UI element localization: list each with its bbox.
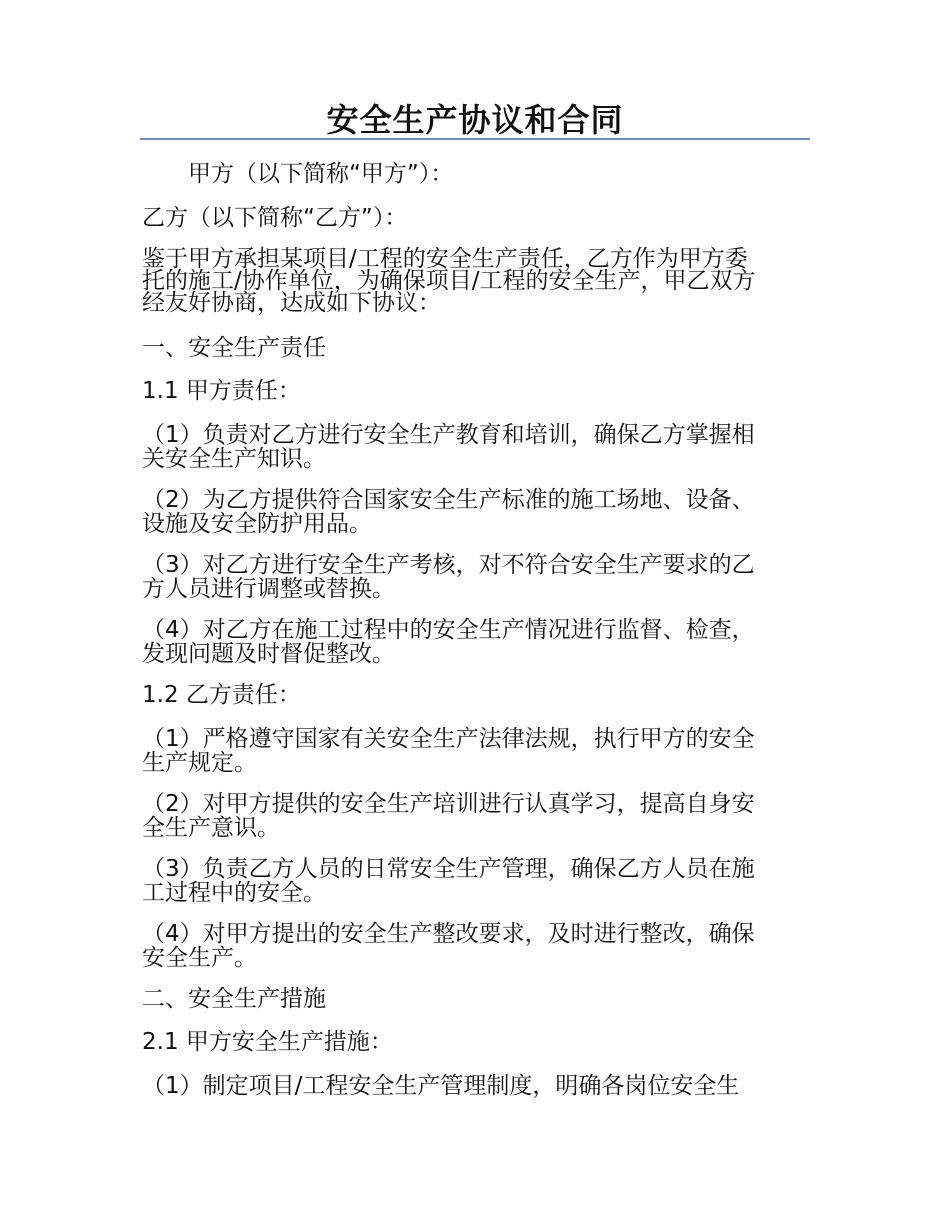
subsection-heading-1-1 [142,379,810,403]
text-line: 1.1 甲方责任： [142,378,301,404]
text-line: （3）负责乙方人员的日常安全生产管理，确保乙方人员在施 [142,856,755,882]
text-line: 一、安全生产责任 [142,335,326,361]
list-item-b-resp-2 [142,792,810,840]
document-title: 安全生产协议和合同 [326,101,624,139]
list-item-a-measure-1 [142,1074,810,1098]
text-line: 鉴于甲方承担某项目/工程的安全生产责任，乙方作为甲方委 [142,246,748,272]
list-item-b-resp-3 [142,857,810,905]
text-line: 1.2 乙方责任： [142,682,301,708]
title-underline [140,138,810,140]
text-line: 安全生产。 [142,945,257,971]
list-item-b-resp-4 [142,922,810,970]
text-line: （1）负责对乙方进行安全生产教育和培训，确保乙方掌握相 [142,422,755,448]
text-line: （4）对乙方在施工过程中的安全生产情况进行监督、检查， [142,617,755,643]
text-line: 工过程中的安全。 [142,880,326,906]
subsection-heading-1-2 [142,683,810,707]
text-line: 二、安全生产措施 [142,986,326,1012]
text-line: 全生产意识。 [142,815,280,841]
text-line: 设施及安全防护用品。 [142,511,372,537]
text-line: 方人员进行调整或替换。 [142,576,395,602]
list-item-a-resp-1 [142,423,810,471]
paragraph-preamble [142,246,810,316]
text-line: （1）制定项目/工程安全生产管理制度，明确各岗位安全生 [142,1073,740,1099]
text-line: 2.1 甲方安全生产措施： [142,1029,393,1055]
list-item-a-resp-4 [142,618,810,666]
text-line: 甲方（以下简称“甲方”）： [142,161,454,187]
text-line: （3）对乙方进行安全生产考核，对不符合安全生产要求的乙 [142,552,755,578]
list-item-a-resp-2 [142,488,810,536]
text-line: 托的施工/协作单位，为确保项目/工程的安全生产，甲乙双方 [142,268,756,294]
section-heading-2 [142,987,810,1011]
subsection-heading-2-1 [142,1030,810,1054]
text-line: 乙方（以下简称“乙方”）： [142,205,408,231]
text-line: （4）对甲方提出的安全生产整改要求，及时进行整改，确保 [142,921,755,947]
text-line: 经友好协商，达成如下协议： [142,290,441,316]
paragraph-party-b [142,206,810,230]
text-line: （2）对甲方提供的安全生产培训进行认真学习，提高自身安 [142,791,755,817]
text-line: 生产规定。 [142,750,257,776]
list-item-b-resp-1 [142,727,810,775]
section-heading-1 [142,336,810,360]
list-item-a-resp-3 [142,553,810,601]
paragraph-party-a [142,162,810,186]
text-line: 关安全生产知识。 [142,446,326,472]
text-line: 发现问题及时督促整改。 [142,641,395,667]
text-line: （1）严格遵守国家有关安全生产法律法规，执行甲方的安全 [142,726,755,752]
text-line: （2）为乙方提供符合国家安全生产标准的施工场地、设备、 [142,487,755,513]
